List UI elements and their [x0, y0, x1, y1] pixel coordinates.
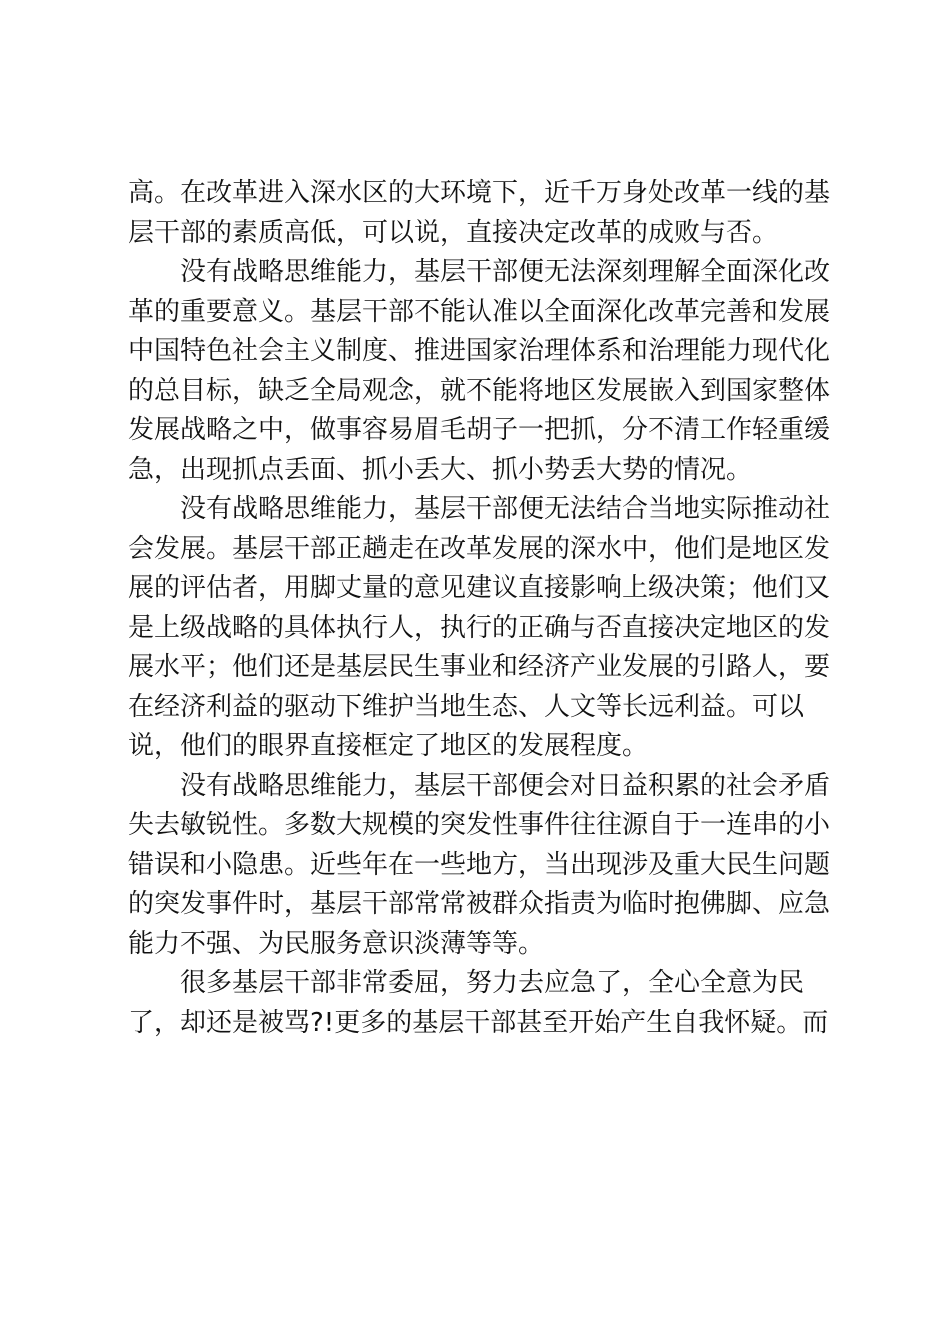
text-line: 急，出现抓点丢面、抓小丢大、抓小势丢大势的情况。	[128, 454, 753, 485]
paragraph-2	[128, 253, 831, 490]
text-line: 展水平；他们还是基层民生事业和经济产业发展的引路人，要	[128, 652, 831, 682]
text-line: 没有战略思维能力，基层干部便无法结合当地实际推动社	[180, 494, 831, 524]
text-line: 层干部的素质高低，可以说，直接决定改革的成败与否。	[128, 217, 779, 248]
text-line: 的突发事件时，基层干部常常被群众指责为临时抱佛脚、应急	[128, 889, 831, 919]
text-line: 中国特色社会主义制度、推进国家治理体系和治理能力现代化	[128, 336, 831, 366]
text-line: 说，他们的眼界直接框定了地区的发展程度。	[128, 731, 649, 761]
text-line: 没有战略思维能力，基层干部便无法深刻理解全面深化改	[180, 257, 831, 287]
text-line: 的总目标，缺乏全局观念，就不能将地区发展嵌入到国家整体	[128, 375, 831, 406]
paragraph-4	[128, 767, 831, 965]
text-line: 是上级战略的具体执行人，执行的正确与否直接决定地区的发	[128, 612, 831, 643]
paragraph-3	[128, 490, 831, 767]
document-body	[128, 174, 831, 1043]
text-line: 没有战略思维能力，基层干部便会对日益积累的社会矛盾	[180, 770, 831, 801]
text-line: 能力不强、为民服务意识淡薄等等。	[128, 928, 545, 959]
text-line: 在经济利益的驱动下维护当地生态、人文等长远利益。可以	[128, 691, 805, 722]
text-line: 展的评估者，用脚丈量的意见建议直接影响上级决策；他们又	[128, 573, 831, 603]
paragraph-1	[128, 174, 831, 253]
text-line: 革的重要意义。基层干部不能认准以全面深化改革完善和发展	[128, 296, 831, 327]
paragraph-5	[128, 964, 829, 1043]
text-line: 很多基层干部非常委屈，努力去应急了，全心全意为民	[180, 968, 805, 998]
text-line: 高。在改革进入深水区的大环境下，近千万身处改革一线的基	[128, 178, 831, 208]
text-line: 会发展。基层干部正趟走在改革发展的深水中，他们是地区发	[128, 533, 831, 564]
text-line: 错误和小隐患。近些年在一些地方，当出现涉及重大民生问题	[128, 849, 831, 880]
text-line: 发展战略之中，做事容易眉毛胡子一把抓，分不清工作轻重缓	[128, 415, 831, 445]
text-line: 了，却还是被骂?!更多的基层干部甚至开始产生自我怀疑。而	[128, 1007, 829, 1038]
text-line: 失去敏锐性。多数大规模的突发性事件往往源自于一连串的小	[128, 810, 831, 840]
